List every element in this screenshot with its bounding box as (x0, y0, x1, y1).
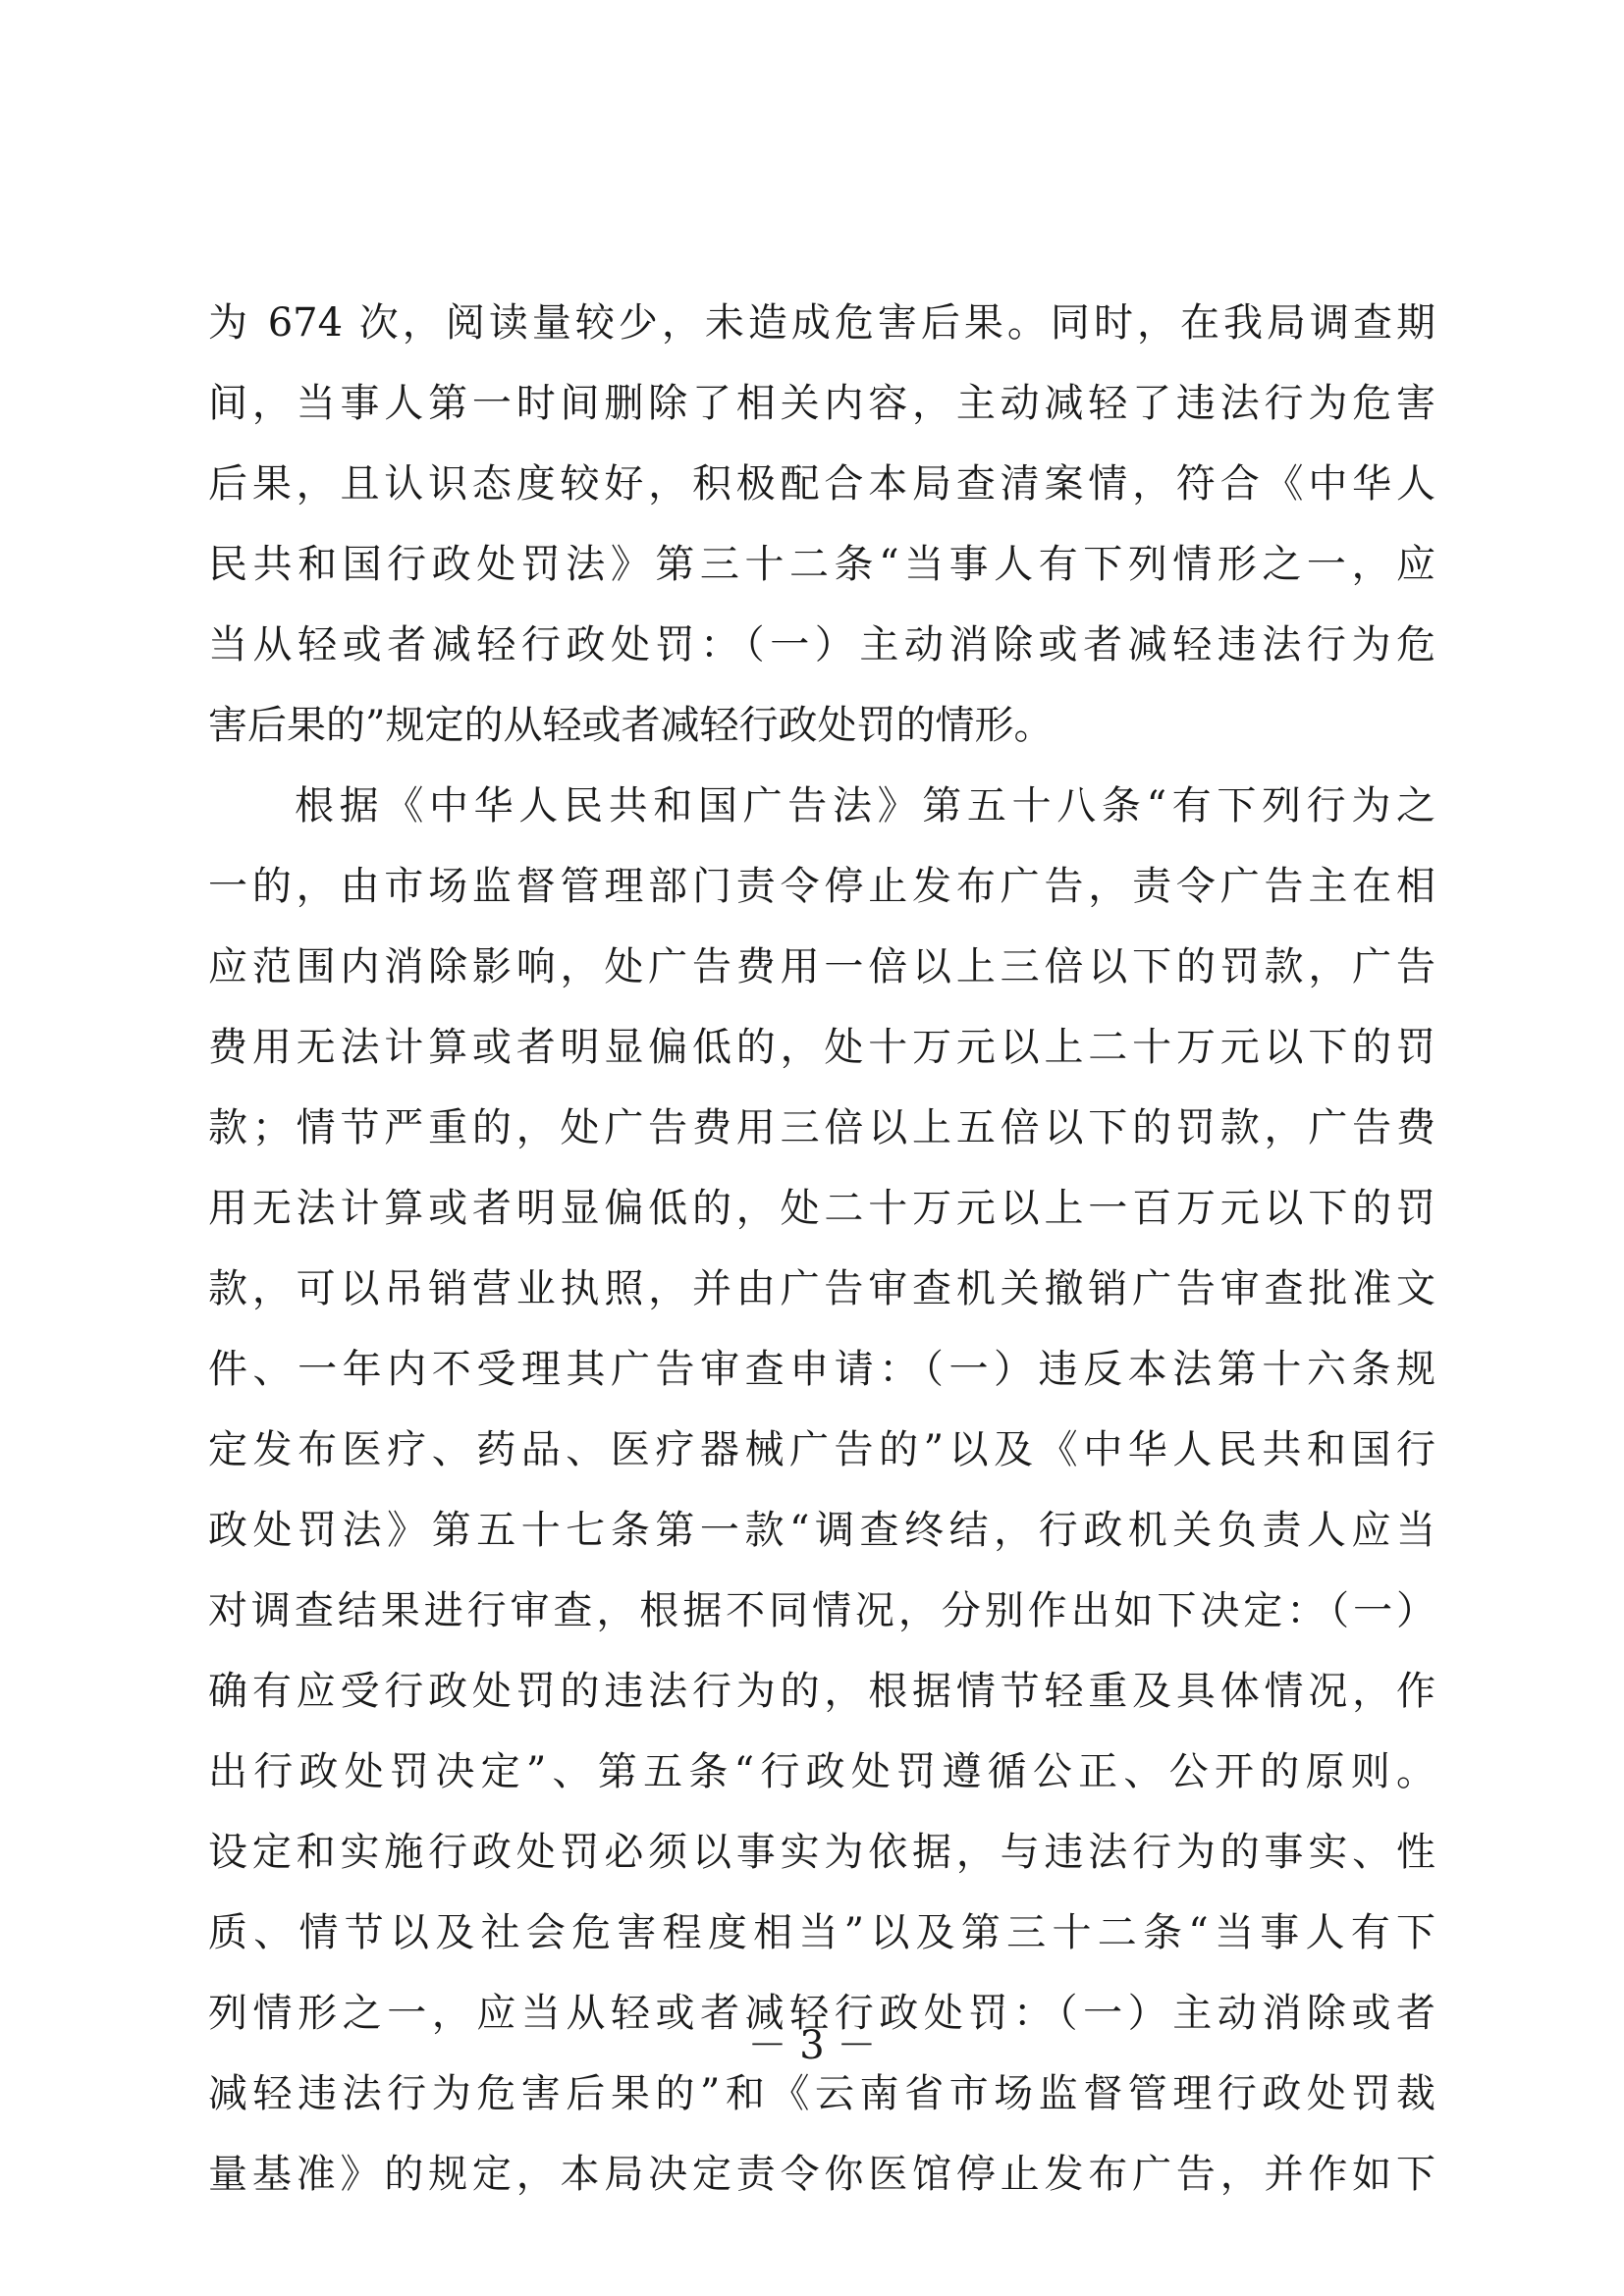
text-line: 民共和国行政处罚法》第三十二条“当事人有下列情形之一，应 (208, 542, 1435, 587)
text-line: 用无法计算或者明显偏低的，处二十万元以上一百万元以下的罚 (208, 1186, 1435, 1231)
text-line: 量基准》的规定，本局决定责令你医馆停止发布广告，并作如下 (208, 2152, 1435, 2197)
text-line: 设定和实施行政处罚必须以事实为依据，与违法行为的事实、性 (208, 1830, 1435, 1875)
text-line: 款；情节严重的，处广告费用三倍以上五倍以下的罚款，广告费 (208, 1105, 1435, 1150)
text-line: 列情形之一，应当从轻或者减轻行政处罚：（一）主动消除或者 (208, 1991, 1435, 2036)
text-line: 当从轻或者减轻行政处罚：（一）主动消除或者减轻违法行为危 (208, 622, 1435, 667)
text-line: 害后果的”规定的从轻或者减轻行政处罚的情形。 (208, 703, 1054, 748)
text-line: 减轻违法行为危害后果的”和《云南省市场监督管理行政处罚裁 (208, 2071, 1435, 2116)
text-line: 政处罚法》第五十七条第一款“调查终结，行政机关负责人应当 (208, 1508, 1435, 1553)
text-line: 费用无法计算或者明显偏低的，处十万元以上二十万元以下的罚 (208, 1025, 1435, 1070)
text-line: 件、一年内不受理其广告审查申请：（一）违反本法第十六条规 (208, 1347, 1435, 1392)
text-line: 应范围内消除影响，处广告费用一倍以上三倍以下的罚款，广告 (208, 944, 1435, 989)
text-line: 确有应受行政处罚的违法行为的，根据情节轻重及具体情况，作 (208, 1669, 1435, 1714)
text-line: 间，当事人第一时间删除了相关内容，主动减轻了违法行为危害 (208, 381, 1435, 426)
text-line: 款，可以吊销营业执照，并由广告审查机关撤销广告审查批准文 (208, 1266, 1435, 1311)
text-line: 质、情节以及社会危害程度相当”以及第三十二条“当事人有下 (208, 1910, 1435, 1955)
text-line: 根据《中华人民共和国广告法》第五十八条“有下列行为之 (295, 783, 1435, 828)
text-line: 为 674 次，阅读量较少，未造成危害后果。同时，在我局调查期 (208, 300, 1435, 346)
text-line: 后果，且认识态度较好，积极配合本局查清案情，符合《中华人 (208, 461, 1435, 507)
text-line: 一的，由市场监督管理部门责令停止发布广告，责令广告主在相 (208, 864, 1435, 909)
text-line: 对调查结果进行审查，根据不同情况，分别作出如下决定：（一） (208, 1588, 1435, 1633)
text-line: 出行政处罚决定”、第五条“行政处罚遵循公正、公开的原则。 (208, 1749, 1435, 1794)
page-number: － 3 － (747, 2023, 877, 2068)
text-line: 定发布医疗、药品、医疗器械广告的”以及《中华人民共和国行 (208, 1427, 1435, 1472)
